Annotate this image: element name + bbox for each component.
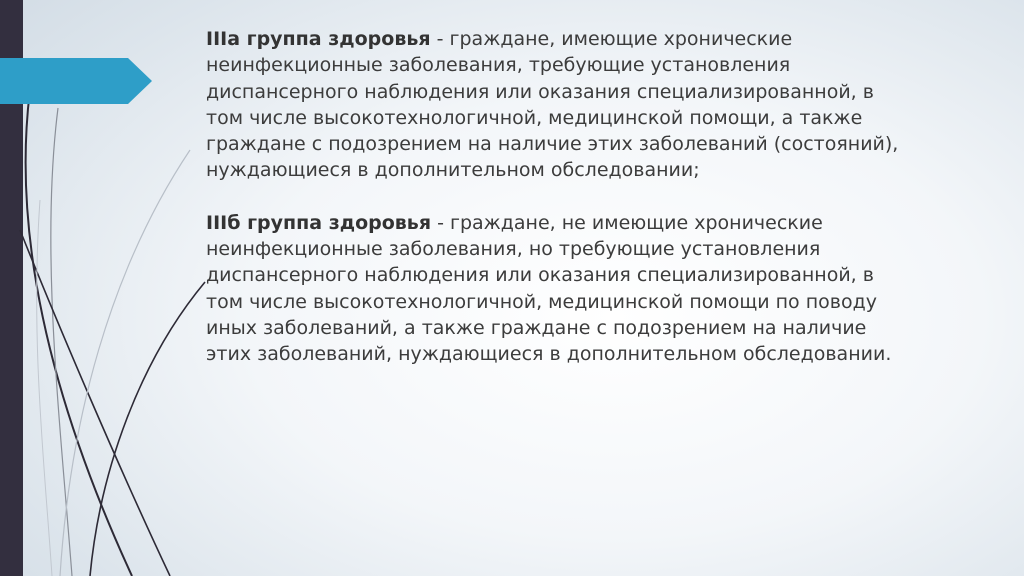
slide-text-body	[206, 26, 906, 368]
curve-line	[51, 108, 72, 576]
curve-line	[37, 200, 52, 576]
curve-line	[26, 90, 132, 576]
paragraph-group-3a	[206, 26, 906, 184]
paragraph-spacer	[206, 184, 906, 210]
curve-line	[90, 282, 205, 576]
paragraph-title: IIIб группа здоровья	[206, 211, 432, 234]
curve-line	[60, 150, 190, 576]
paragraph-group-3b	[206, 210, 906, 368]
accent-arrow-flag	[0, 58, 152, 104]
paragraph-title: IIIа группа здоровья	[206, 28, 431, 50]
paragraph-text: - граждане, не имеющие хронические неинфекционные заболевания, но требующие установления диспансерного наблюдения или оказания специализированной, в том числе высокотехнологичной, медицинской помощи по поводу иных заболеваний, а также граждане с подозрением на наличие этих заболеваний, нуждающиеся в дополнительном обследовании.	[206, 211, 892, 366]
paragraph-text: - граждане, имеющие хронические неинфекционные заболевания, требующие установления диспансерного наблюдения или оказания специализированной, в том числе высокотехнологичной, медицинской помощи, а также граждане с подозрением на наличие этих заболеваний (состояний), нуждающиеся в дополнительном обследовании;	[206, 28, 899, 182]
curve-line	[20, 230, 170, 576]
